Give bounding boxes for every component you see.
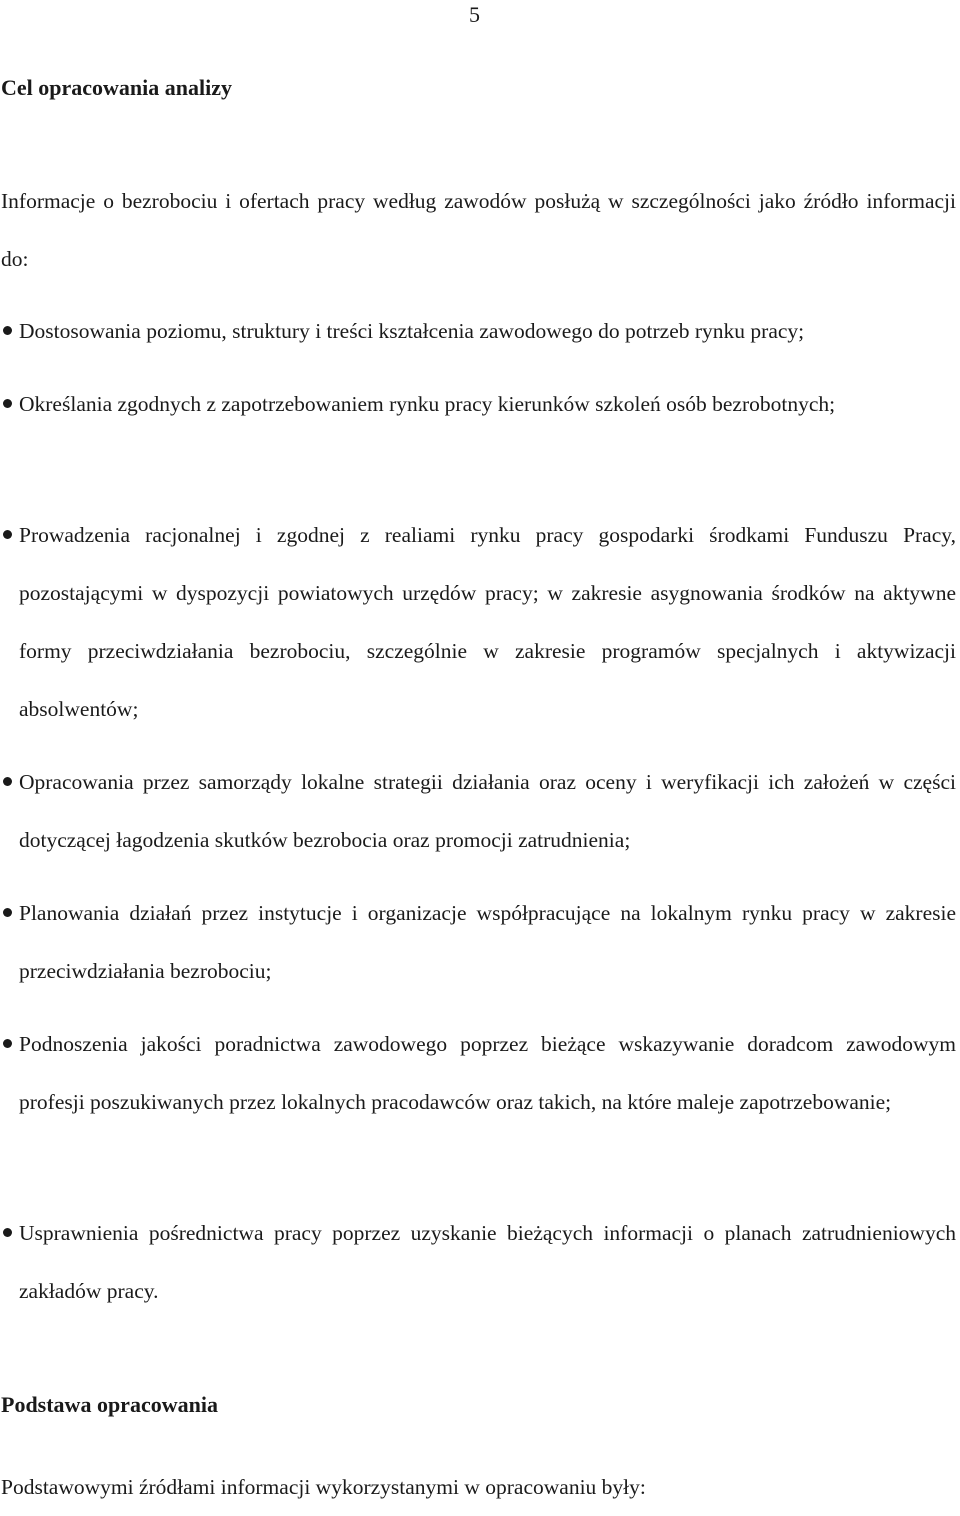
bullet-dot-icon — [3, 1228, 12, 1237]
bullet-item — [19, 1015, 956, 1131]
bullet-item — [19, 1204, 956, 1320]
bullet-text: Opracowania przez samorządy lokalne strategii działania oraz oceny i weryfikacji ich założeń w części dotyczącej łagodzenia skutków bezrobocia oraz promocji zatrudnienia; — [19, 770, 956, 852]
section-heading-podstawa: Podstawa opracowania — [1, 1392, 218, 1417]
sources-intro-paragraph: Podstawowymi źródłami informacji wykorzystanymi w opracowaniu były: — [1, 1475, 646, 1499]
bullet-item — [19, 506, 956, 738]
bullet-text: Usprawnienia pośrednictwa pracy poprzez uzyskanie bieżących informacji o planach zatrudnieniowych zakładów pracy. — [19, 1221, 956, 1303]
bullet-dot-icon — [3, 1039, 12, 1048]
bullet-item — [19, 753, 956, 869]
bullet-item — [19, 884, 956, 1000]
section-heading-cel: Cel opracowania analizy — [1, 75, 232, 100]
bullet-text: Prowadzenia racjonalnej i zgodnej z realiami rynku pracy gospodarki środkami Funduszu Pracy, pozostającymi w dyspozycji powiatowych urzędów pracy; w zakresie asygnowania środków na aktywne formy przeciwdziałania bezrobociu, szczególnie w zakresie programów specjalnych i aktywizacji absolwentów; — [19, 523, 956, 721]
bullet-text: Podnoszenia jakości poradnictwa zawodowego poprzez bieżące wskazywanie doradcom zawodowym profesji poszukiwanych przez lokalnych pracodawców oraz takich, na które maleje zapotrzebowanie; — [19, 1032, 956, 1114]
bullet-item — [19, 302, 956, 360]
page-number: 5 — [469, 2, 480, 27]
bullet-dot-icon — [3, 777, 12, 786]
bullet-text: Dostosowania poziomu, struktury i treści kształcenia zawodowego do potrzeb rynku pracy; — [19, 319, 805, 343]
bullet-dot-icon — [3, 530, 12, 539]
intro-paragraph: Informacje o bezrobociu i ofertach pracy według zawodów posłużą w szczególności jako źródło informacji do: — [1, 189, 956, 271]
bullet-dot-icon — [3, 399, 12, 408]
bullet-item — [19, 375, 956, 433]
bullet-dot-icon — [3, 908, 12, 917]
bullet-text: Określania zgodnych z zapotrzebowaniem rynku pracy kierunków szkoleń osób bezrobotnych; — [19, 392, 836, 416]
bullet-text: Planowania działań przez instytucje i organizacje współpracujące na lokalnym rynku pracy w zakresie przeciwdziałania bezrobociu; — [19, 901, 956, 983]
bullet-dot-icon — [3, 326, 12, 335]
